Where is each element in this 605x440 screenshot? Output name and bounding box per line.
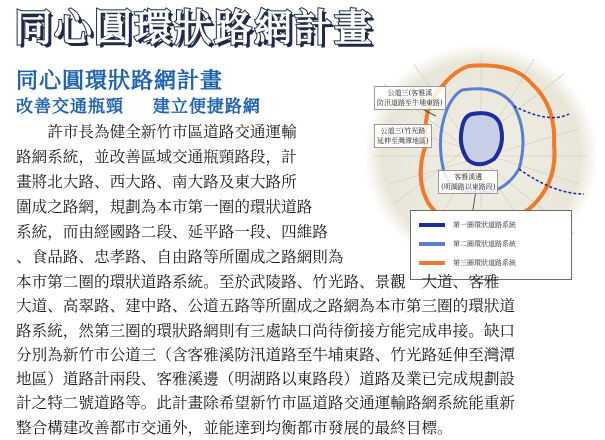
- map-callout-3: 客雅溪邊 (明湖路以東路段): [438, 170, 498, 194]
- legend-label: 第一圈環狀道路系統: [453, 221, 516, 229]
- legend-item: [419, 217, 516, 233]
- body-line: 計之特二號道路等。此計畫除希望新竹市區道路交通運輸路網系統能重新: [16, 394, 516, 413]
- body-line: 圍成之路網，規劃為本市第一圈的環狀道路: [16, 198, 313, 216]
- slogan: [16, 92, 283, 117]
- connector-road: [514, 106, 569, 118]
- map-callout-1: 公道三(客雅溪 防汛道路至牛埔東路): [374, 86, 446, 110]
- legend-swatch: [419, 223, 445, 227]
- banner-title: 同心圓環狀路網計畫: [14, 6, 375, 50]
- body-line: 路網系統，並改善區域交通瓶頸路段，計: [16, 148, 297, 166]
- body-line: 本市第二圈的環狀道路系統。至於武陵路、竹光路、景觀 大道、客雅: [16, 273, 500, 291]
- body-line: 路系統，然第三圈的環狀路網則有三處缺口尚待銜接方能完成串接。缺口: [16, 321, 516, 340]
- legend-item: [419, 255, 516, 271]
- legend-item: [419, 236, 516, 252]
- map-callout-2: 公道三(竹光路 延伸至灣潭地區): [374, 124, 432, 148]
- body-line: 、食品路、忠孝路、自由路等所圍成之路網則為: [16, 248, 344, 266]
- body-line: 畫將北大路、西大路、南大路及東大路所: [16, 173, 297, 191]
- body-line: 大道、高翠路、建中路、公道五路等所圍成之路網為本市第三圈的環狀道: [16, 297, 516, 316]
- slogan-part: 改善交通瓶頸: [16, 97, 124, 117]
- legend-swatch: [419, 261, 445, 265]
- legend-label: 第三圈環狀道路系統: [453, 259, 516, 267]
- subtitle: 同心圓環狀路網計畫: [16, 69, 224, 94]
- slogan-part: 建立便捷路網: [152, 97, 261, 117]
- first-ring-road: [461, 113, 502, 164]
- body-line: 系統，而由經國路二段、延平路一段、四維路: [16, 223, 328, 241]
- legend-label: 第二圈環狀道路系統: [453, 240, 516, 248]
- body-text-wide: [16, 270, 591, 440]
- legend-swatch: [419, 242, 445, 246]
- body-line: 整合構建改善都市交通外，並能達到均衡都市發展的最終目標。: [16, 418, 453, 437]
- body-line: 許市長為健全新竹市區道路交通運輸: [16, 123, 297, 141]
- body-line: 地區）道路計兩段、客雅溪邊（明湖路以東路段）道路及業已完成規劃設: [16, 370, 516, 389]
- body-text-narrow: [16, 120, 378, 270]
- body-line: 分別為新竹市公道三（含客雅溪防汛道路至牛埔東路、竹光路延伸至灣潭: [16, 345, 516, 364]
